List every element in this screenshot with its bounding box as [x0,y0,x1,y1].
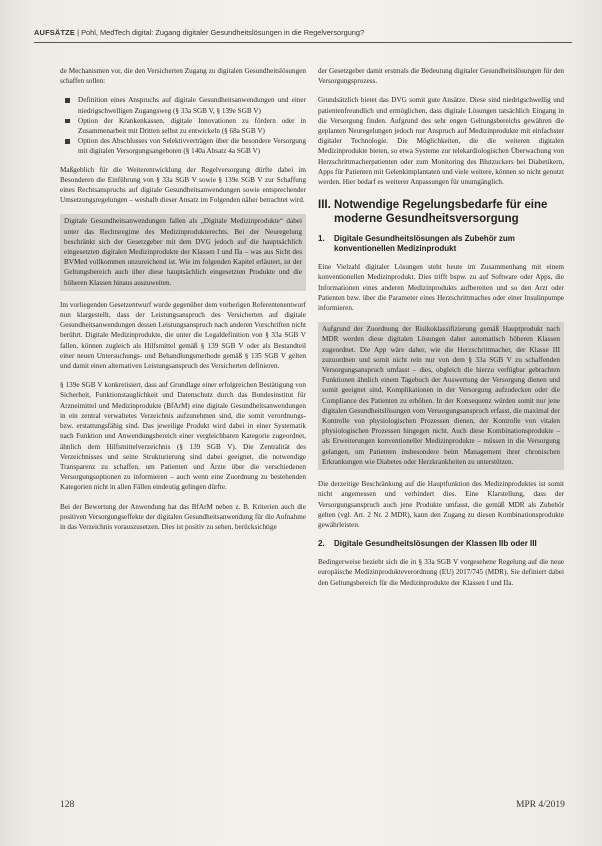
bullet-list [60,95,306,156]
left-box-text: Digitale Gesundheitsanwendungen fallen als „Digitale Medizinprodukte“ dabei unter das Rechtsregime des Medizinprodukterechts. Bei der Neuregelung beschränkt sich der Gesetzgeber mit dem DVG jedoch auf die hauptsächlich eingesetzten digitalen Medizinprodukte der Klassen I und IIa – was aus Sicht des BVMed vollkommen unzureichend ist. Wie im folgenden Kapitel erläutert, ist der Geltungsbereich auch über diese hauptsächlich eingesetzten Produkte und die höheren Klassen hinaus auszuweiten. [64,217,302,287]
bullet-item: Definition eines Anspruchs auf digitale Gesundheitsanwendungen und einer niedrigschwelligen Zugangsweg (§ 33a SGB V, § 139e SGB V) [74,95,306,115]
left-paragraph: Im vorliegenden Gesetzentwurf wurde gegenüber dem vorherigen Referentenentwurf nun klargestellt, dass der Leistungsanspruch des Versicherten auf digitale Gesundheitsanwendungen dessen Leistungsanspruch nach anderen Vorschriften nicht berührt. Digitale Medizinprodukte, die unter die Legaldefinition von § 33a SGB V fallen, können zugleich als Hilfsmittel gemäß § 139 SGB V oder als Bestandteil einer neuen Untersuchungs- und Behandlungsmethode gemäß § 135 SGB V gelten und damit einen alternativen Leistungsanspruch des Versicherten definieren. [60,300,306,371]
subsection-heading [318,234,564,254]
right-paragraph: Bedingerweise bezieht sich die in § 33a SGB V vorgesehene Regelung auf die neue europäische Medizinprodukteverordnung (EU) 2017/745 (MDR). Sie definiert dabei den Geltungsbereich für die Medizinprodukte der Klassen I und IIa. [318,558,564,587]
page-number: 128 [60,800,75,810]
left-paragraph: § 139e SGB V konkretisiert, dass auf Grundlage einer erfolgreichen Bestätigung von Sicherheit, Funktionstauglichkeit und Datenschutz durch das Bundesinstitut für Arzneimittel und Medizinprodukte (BfArM) eine digitale Gesundheitsanwendungen in ein zentral verwaltetes Verzeichnis aufzunehmen sind, die somit verordnungs- bzw. erstattungsfähig sind. Das jeweilige Produkt wird dabei in einer Systematik nach Funktion und Anwendungsbereich einer vergleichbaren Kategorie zugeordnet, ähnlich dem Hilfsmittelverzeichnis (§ 139 SGB V). Die Zentralität des Verzeichnisses und seine Strukturierung sind dabei geeignet, die notwendige Transparenz zu schaffen, um Patienten und Ärzte über die verschiedenen Versorgungsoptionen zu informieren – auch wenn eine Zuordnung zu bestehenden Kategorien nicht in allen Fällen eindeutig gelingen dürfte. [60,381,306,492]
left-column [60,66,306,541]
subsection-heading [318,539,564,549]
journal-issue: MPR 4/2019 [516,800,565,810]
left-paragraph: Maßgeblich für die Weiterentwicklung der Regelversorgung dürfte dabei im Besonderen die Einführung von § 33a SGB V sowie § 139e SGB V zur Schaffung eines Rechtsanspruchs auf digitale Gesundheitsanwendungen sowie entsprechender Umsetzungsregelungen – weshalb dieser Ansatz im Folgenden näher betrachtet wird. [60,165,306,205]
highlight-box [318,322,564,470]
running-header [34,28,574,37]
section-heading [318,199,564,226]
section-title: Notwendige Regelungsbedarfe für eine moderne Gesundheitsversorgung [334,199,548,225]
header-section: AUFSÄTZE [34,28,76,37]
right-paragraph: Eine Vielzahl digitaler Lösungen steht heute im Zusammenhang mit einem konventionellen Medizinprodukt. Dies trifft bspw. zu auf Software oder Apps, die Informationen eines anderen Medizinprodukts aufbereiten und so den Arzt oder Patienten bzw. über die Parameter eines Herzschrittmaches oder einer Insulinpumpe informieren. [318,263,564,313]
right-paragraph: Die derzeitige Beschränkung auf die Hauptfunktion des Medizinproduktes ist somit nicht angemessen und verhindert dies. Eine Klarstellung, dass der Versorgungsanspruch auch jene Produkte umfasst, die gemäß MDR als Zubehör gelten (vgl. Art. 2 Nr. 2 MDR), kann den Zugang zu diesen Kombinationsprodukte gewährleisten. [318,480,564,529]
highlight-box [60,214,306,290]
section-number: III. [318,199,331,212]
subsection-number: 2. [318,539,325,549]
subsection-number: 1. [318,234,325,244]
right-column [318,66,564,597]
right-box-text: Aufgrund der Zuordnung der Risikoklassifizierung gemäß Hauptprodukt nach MDR werden diese digitalen Lösungen daher automatisch höheren Klassen zugeordnet. Die App wäre daher, wie die Herzschrittmacher, der Klasse III zuzuordnen und somit nicht rein nur von dem § 33a SGB V zu schaffenden Versorgungsanspruch umfasst – dies, obgleich die hierzu verfügbar gebrachten Funktionen ähnlich einem Tagebuch der Auswertung der Versorgung dienen und somit geeignet sind, Komplikationen in der Versorgung aufzudecken oder die Compliance des Patienten zu erhöhen. In der Konsequenz würden somit nur jene digitalen Gesundheitslösungen vom Versorgungsanspruch erfasst, die maximal der Kontrolle von physiologischen Prozessen dienen, der Kontrolle von vitalen physiologischen Prozessen hingegen nicht. Auch diese Kombinationsprodukte – als Erweiterungen konventioneller Medizinprodukte – müssen in die Versorgung gelangen, um Patienten insbesondere beim Management ihrer chronischen Erkrankungen wie Diabetes oder Herzkrankheiten zu unterstützen. [322,325,560,466]
bullet-item: Option des Abschlusses von Selektivverträgen über die besondere Versorgung mit digitalen Versorgungsangeboten (§ 140a Absatz 4a SGB V) [74,136,306,156]
header-rule [34,42,572,43]
left-intro: de Mechanismen vor, die den Versicherten Zugang zu digitalen Gesundheitslösungen schaffen sollen: [60,67,306,86]
subsection-title: Digitale Gesundheitslösungen als Zubehör zum konventionellen Medizinprodukt [334,234,515,254]
header-title: Pohl, MedTech digital: Zugang digitaler Gesundheitslösungen in die Regelversorgung? [81,28,365,37]
right-paragraph: Grundsätzlich bietet das DVG somit gute Ansätze. Diese sind niedrigschwellig und patientenfreundlich und ermöglichen, dass digitale Lösungen tatsächlich Eingang in die Versorgung finden. Aufgrund des sehr engen Geltungsbereichs gewähren die geplanten Neuregelungen jedoch nur Anspruch auf Medizinprodukte mit einfachster digitaler Technologie. Die Möglichkeiten, die die weiteren digitalen Medizinprodukte bieten, so etwa Systeme zur telekardiologischen Überwachung von Herzschrittmacherpatienten oder zum Monitoring des Blutzuckers bei Diabetikern, Apps für Patienten mit Gelenkimplantaten und viele weitere, können so nicht genutzt werden. Hier bedarf es weiterer Anpassungen für unumgänglich. [318,96,564,187]
subsection-title: Digitale Gesundheitslösungen der Klassen IIb oder III [334,539,537,549]
right-paragraph: der Gesetzgeber damit erstmals die Bedeutung digitaler Gesundheitslösungen für den Versorgungsprozess. [318,67,564,86]
left-paragraph: Bei der Bewertung der Anwendung hat das BfArM neben z. B. Kriterien auch die positiven Versorgungseffekte der digitalen Gesundheitsanwendung für die Aufnahme in das Verzeichnis vorauszusetzen. Dies ist positiv zu sehen, berücksichtige [60,502,306,531]
header-separator: | [77,28,79,37]
bullet-item: Option der Krankenkassen, digitale Innovationen zu fördern oder in Zusammenarbeit mit Dritten selbst zu entwickeln (§ 68a SGB V) [74,116,306,136]
